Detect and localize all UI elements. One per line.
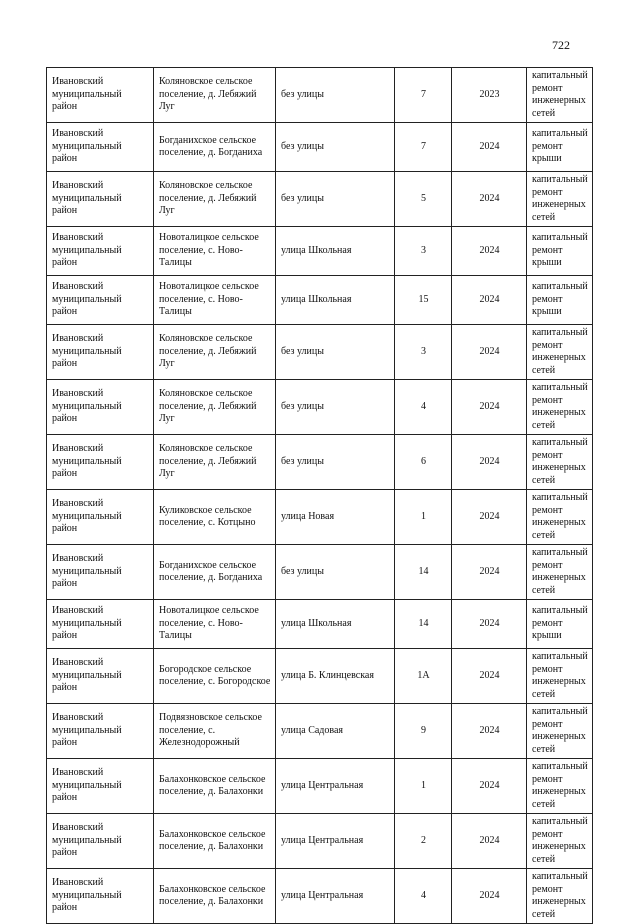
street-cell: улица Школьная: [276, 227, 395, 276]
settlement-cell: Балахонковское сельское поселение, д. Балахонки: [154, 814, 276, 869]
year-cell: 2024: [452, 759, 527, 814]
settlement-cell: Коляновское сельское поселение, д. Лебяжий Луг: [154, 380, 276, 435]
house-number-cell: 4: [395, 869, 452, 924]
house-number-cell: 2: [395, 814, 452, 869]
house-number-cell: 7: [395, 123, 452, 172]
district-cell: Ивановский муниципальный район: [47, 227, 154, 276]
table-row: [47, 600, 593, 649]
table-row: [47, 490, 593, 545]
work-type-cell: капитальный ремонт инженерных сетей: [527, 649, 593, 704]
settlement-cell: Коляновское сельское поселение, д. Лебяжий Луг: [154, 325, 276, 380]
year-cell: 2024: [452, 227, 527, 276]
work-type-cell: капитальный ремонт инженерных сетей: [527, 325, 593, 380]
table-row: [47, 227, 593, 276]
street-cell: без улицы: [276, 68, 395, 123]
street-cell: без улицы: [276, 545, 395, 600]
district-cell: Ивановский муниципальный район: [47, 325, 154, 380]
work-type-cell: капитальный ремонт инженерных сетей: [527, 704, 593, 759]
street-cell: без улицы: [276, 380, 395, 435]
settlement-cell: Новоталицкое сельское поселение, с. Ново-Талицы: [154, 600, 276, 649]
house-number-cell: 3: [395, 325, 452, 380]
settlement-cell: Богданихское сельское поселение, д. Богданиха: [154, 123, 276, 172]
district-cell: Ивановский муниципальный район: [47, 123, 154, 172]
settlement-cell: Богородское сельское поселение, с. Богородское: [154, 649, 276, 704]
table-row: [47, 172, 593, 227]
district-cell: Ивановский муниципальный район: [47, 276, 154, 325]
year-cell: 2024: [452, 276, 527, 325]
street-cell: улица Школьная: [276, 276, 395, 325]
house-number-cell: 1А: [395, 649, 452, 704]
house-number-cell: 5: [395, 172, 452, 227]
district-cell: Ивановский муниципальный район: [47, 704, 154, 759]
year-cell: 2024: [452, 814, 527, 869]
work-type-cell: капитальный ремонт инженерных сетей: [527, 435, 593, 490]
work-type-cell: капитальный ремонт крыши: [527, 276, 593, 325]
street-cell: улица Новая: [276, 490, 395, 545]
house-number-cell: 14: [395, 545, 452, 600]
district-cell: Ивановский муниципальный район: [47, 490, 154, 545]
street-cell: без улицы: [276, 172, 395, 227]
registry-table: [46, 67, 593, 924]
street-cell: улица Центральная: [276, 759, 395, 814]
table-row: [47, 276, 593, 325]
table-row: [47, 545, 593, 600]
street-cell: улица Садовая: [276, 704, 395, 759]
year-cell: 2024: [452, 435, 527, 490]
table-row: [47, 435, 593, 490]
district-cell: Ивановский муниципальный район: [47, 68, 154, 123]
settlement-cell: Коляновское сельское поселение, д. Лебяжий Луг: [154, 435, 276, 490]
street-cell: улица Школьная: [276, 600, 395, 649]
year-cell: 2024: [452, 600, 527, 649]
work-type-cell: капитальный ремонт крыши: [527, 227, 593, 276]
work-type-cell: капитальный ремонт инженерных сетей: [527, 814, 593, 869]
street-cell: улица Центральная: [276, 869, 395, 924]
house-number-cell: 15: [395, 276, 452, 325]
settlement-cell: Коляновское сельское поселение, д. Лебяжий Луг: [154, 172, 276, 227]
table-row: [47, 704, 593, 759]
table-row: [47, 325, 593, 380]
house-number-cell: 3: [395, 227, 452, 276]
district-cell: Ивановский муниципальный район: [47, 649, 154, 704]
page-number: 722: [552, 38, 570, 52]
registry-table-body: [47, 68, 593, 924]
settlement-cell: Балахонковское сельское поселение, д. Балахонки: [154, 869, 276, 924]
work-type-cell: капитальный ремонт инженерных сетей: [527, 68, 593, 123]
district-cell: Ивановский муниципальный район: [47, 759, 154, 814]
settlement-cell: Балахонковское сельское поселение, д. Балахонки: [154, 759, 276, 814]
work-type-cell: капитальный ремонт инженерных сетей: [527, 759, 593, 814]
street-cell: улица Б. Клинцевская: [276, 649, 395, 704]
work-type-cell: капитальный ремонт крыши: [527, 123, 593, 172]
work-type-cell: капитальный ремонт инженерных сетей: [527, 380, 593, 435]
table-row: [47, 123, 593, 172]
year-cell: 2023: [452, 68, 527, 123]
house-number-cell: 9: [395, 704, 452, 759]
year-cell: 2024: [452, 172, 527, 227]
settlement-cell: Новоталицкое сельское поселение, с. Ново-Талицы: [154, 227, 276, 276]
work-type-cell: капитальный ремонт инженерных сетей: [527, 490, 593, 545]
table-row: [47, 380, 593, 435]
year-cell: 2024: [452, 123, 527, 172]
table-row: [47, 814, 593, 869]
year-cell: 2024: [452, 869, 527, 924]
year-cell: 2024: [452, 325, 527, 380]
table-row: [47, 68, 593, 123]
settlement-cell: Подвязновское сельское поселение, с. Железнодорожный: [154, 704, 276, 759]
district-cell: Ивановский муниципальный район: [47, 869, 154, 924]
house-number-cell: 7: [395, 68, 452, 123]
street-cell: без улицы: [276, 325, 395, 380]
house-number-cell: 1: [395, 490, 452, 545]
house-number-cell: 6: [395, 435, 452, 490]
house-number-cell: 4: [395, 380, 452, 435]
settlement-cell: Куликовское сельское поселение, с. Котцыно: [154, 490, 276, 545]
settlement-cell: Коляновское сельское поселение, д. Лебяжий Луг: [154, 68, 276, 123]
street-cell: без улицы: [276, 435, 395, 490]
district-cell: Ивановский муниципальный район: [47, 435, 154, 490]
year-cell: 2024: [452, 490, 527, 545]
work-type-cell: капитальный ремонт крыши: [527, 600, 593, 649]
year-cell: 2024: [452, 704, 527, 759]
settlement-cell: Богданихское сельское поселение, д. Богданиха: [154, 545, 276, 600]
house-number-cell: 14: [395, 600, 452, 649]
work-type-cell: капитальный ремонт инженерных сетей: [527, 869, 593, 924]
district-cell: Ивановский муниципальный район: [47, 600, 154, 649]
district-cell: Ивановский муниципальный район: [47, 814, 154, 869]
table-row: [47, 649, 593, 704]
table-row: [47, 759, 593, 814]
street-cell: без улицы: [276, 123, 395, 172]
work-type-cell: капитальный ремонт инженерных сетей: [527, 172, 593, 227]
work-type-cell: капитальный ремонт инженерных сетей: [527, 545, 593, 600]
year-cell: 2024: [452, 649, 527, 704]
district-cell: Ивановский муниципальный район: [47, 380, 154, 435]
year-cell: 2024: [452, 545, 527, 600]
street-cell: улица Центральная: [276, 814, 395, 869]
table-row: [47, 869, 593, 924]
district-cell: Ивановский муниципальный район: [47, 545, 154, 600]
year-cell: 2024: [452, 380, 527, 435]
district-cell: Ивановский муниципальный район: [47, 172, 154, 227]
settlement-cell: Новоталицкое сельское поселение, с. Ново-Талицы: [154, 276, 276, 325]
house-number-cell: 1: [395, 759, 452, 814]
